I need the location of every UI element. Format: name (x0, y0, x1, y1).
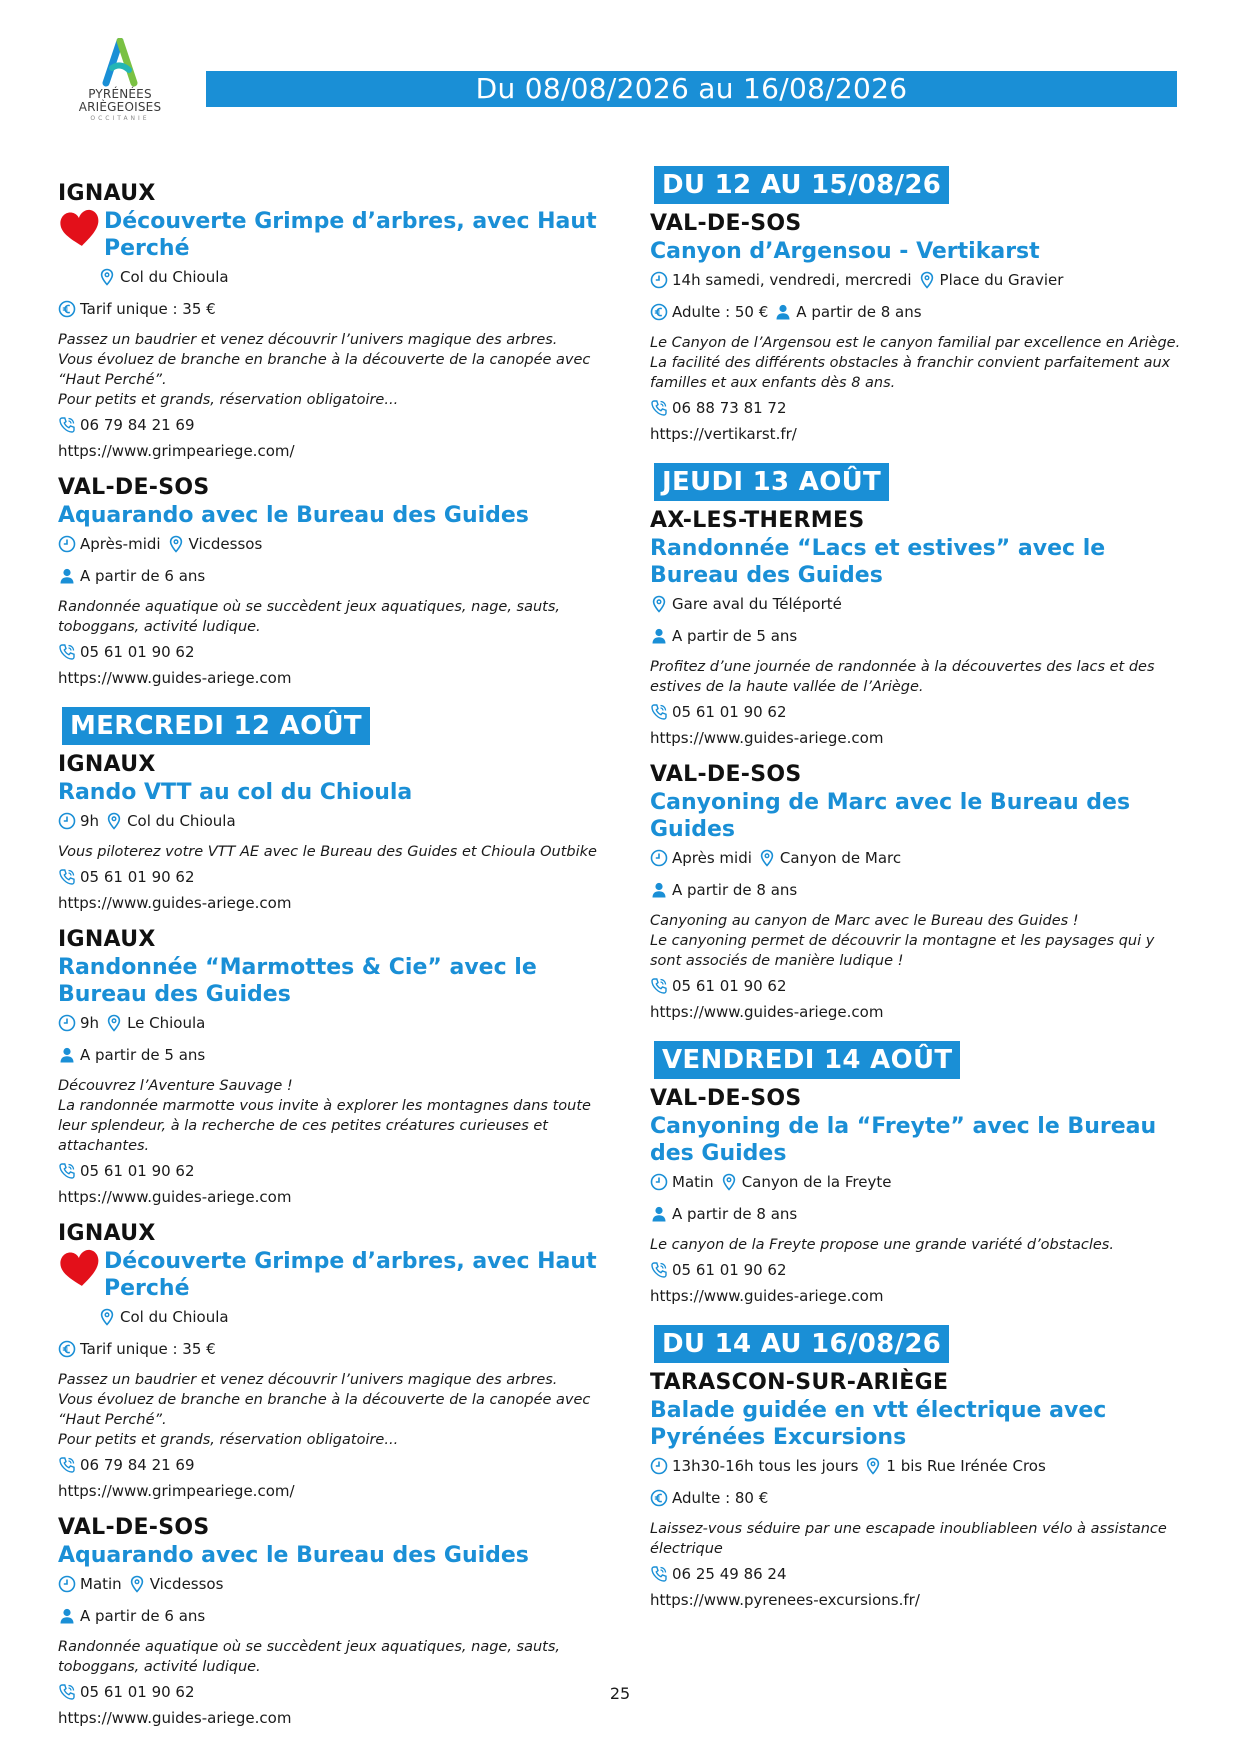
tourism-logo (68, 38, 172, 138)
event-title-text: Canyoning de la “Freyte” avec le Bureau des Guides (650, 1114, 1157, 1166)
day-heading-vendredi: VENDREDI 14 AOÛT (654, 1041, 960, 1079)
event-title[interactable] (650, 238, 1190, 265)
event-title[interactable] (58, 502, 618, 529)
event-phone[interactable] (650, 701, 1190, 723)
person-icon (650, 881, 668, 899)
clock-icon (650, 271, 668, 289)
event-price: Tarif unique : 35 € (80, 1340, 216, 1358)
event-title-text: Balade guidée en vtt électrique avec Pyrénées Excursions (650, 1398, 1107, 1450)
event-phone[interactable] (650, 1259, 1190, 1281)
event-town: VAL-DE-SOS (58, 1515, 210, 1540)
event-url-link[interactable]: https://www.guides-ariege.com (58, 669, 292, 687)
clock-icon (58, 812, 76, 830)
event-phone-number: 06 79 84 21 69 (80, 416, 195, 434)
event-description: Découvrez l’Aventure Sauvage ! La randonnée marmotte vous invite à explorer les montagnes dans toute leur splendeur, à la recherche de ces petites créatures curieuses et attachantes. (58, 1078, 591, 1154)
event-age: A partir de 8 ans (672, 881, 798, 899)
location-pin-icon (128, 1575, 146, 1593)
location-pin-icon (105, 1014, 123, 1032)
event-phone[interactable] (650, 975, 1190, 997)
event-place: Col du Chioula (120, 268, 229, 286)
phone-icon (650, 1261, 668, 1279)
event-description: Le Canyon de l’Argensou est le canyon familial par excellence en Ariège. La facilité des différents obstacles à franchir convient parfaitement aux familles et aux enfants dès 8 ans. (650, 335, 1181, 391)
location-pin-icon (864, 1457, 882, 1475)
event-title[interactable] (58, 779, 618, 806)
event-price-age (58, 565, 618, 587)
person-icon (650, 1205, 668, 1223)
day-heading-14-16: DU 14 AU 16/08/26 (654, 1325, 949, 1363)
phone-icon (58, 1456, 76, 1474)
day-heading-12-15: DU 12 AU 15/08/26 (654, 166, 949, 204)
event-place: Gare aval du Téléporté (672, 595, 842, 613)
day-heading-mercredi: MERCREDI 12 AOÛT (62, 707, 370, 745)
event-item (58, 180, 618, 462)
event-time-place (58, 810, 618, 832)
event-phone[interactable] (58, 1160, 618, 1182)
event-price-age (58, 298, 618, 320)
event-time-place (58, 1306, 618, 1328)
event-price-age (650, 879, 1190, 901)
event-title[interactable] (58, 954, 618, 1008)
event-place: Vicdessos (188, 535, 263, 553)
event-price-age (650, 1203, 1190, 1225)
event-url-link[interactable]: https://www.guides-ariege.com (58, 1709, 292, 1727)
event-town: IGNAUX (58, 927, 156, 952)
location-pin-icon (105, 812, 123, 830)
person-icon (650, 627, 668, 645)
event-price-age (650, 625, 1190, 647)
event-title[interactable] (58, 1248, 618, 1302)
event-url-link[interactable]: https://www.guides-ariege.com (650, 729, 884, 747)
event-time: 9h (80, 812, 100, 830)
event-phone[interactable] (58, 866, 618, 888)
event-price-age (58, 1338, 618, 1360)
logo-line-1: PYRÉNÉES (88, 87, 152, 101)
person-icon (58, 1046, 76, 1064)
event-place: Le Chioula (127, 1014, 206, 1032)
event-title-text: Rando VTT au col du Chioula (58, 780, 413, 805)
event-time-place (650, 593, 1190, 615)
event-time: Matin (672, 1173, 714, 1191)
page-number: 25 (609, 1684, 631, 1703)
event-age: A partir de 8 ans (672, 1205, 798, 1223)
clock-icon (650, 849, 668, 867)
event-time: Après midi (672, 849, 752, 867)
event-time: 13h30-16h tous les jours (672, 1457, 859, 1475)
euro-icon (58, 300, 76, 318)
euro-icon (650, 303, 668, 321)
event-item (58, 926, 618, 1208)
event-place: Col du Chioula (127, 812, 236, 830)
event-url-link[interactable]: https://www.grimpeariege.com/ (58, 1482, 295, 1500)
phone-icon (650, 977, 668, 995)
event-time-place (58, 1012, 618, 1034)
location-pin-icon (918, 271, 936, 289)
event-item (58, 1220, 618, 1502)
event-phone-number: 06 88 73 81 72 (672, 399, 787, 417)
event-description: Profitez d’une journée de randonnée à la découvertes des lacs et des estives de la haute vallée de l’Ariège. (650, 659, 1155, 695)
event-title[interactable] (650, 789, 1190, 843)
event-time-place (58, 266, 618, 288)
event-town: TARASCON-SUR-ARIÈGE (650, 1370, 949, 1395)
event-time: Matin (80, 1575, 122, 1593)
event-town: VAL-DE-SOS (650, 762, 802, 787)
event-time-place (650, 1171, 1190, 1193)
event-place: 1 bis Rue Irénée Cros (886, 1457, 1046, 1475)
event-time-place (58, 533, 618, 555)
event-town: VAL-DE-SOS (650, 211, 802, 236)
event-url-link[interactable]: https://vertikarst.fr/ (650, 425, 797, 443)
phone-icon (58, 416, 76, 434)
event-title-text: Canyoning de Marc avec le Bureau des Guides (650, 790, 1131, 842)
event-group-12-15 (650, 210, 1190, 445)
event-age: A partir de 5 ans (80, 1046, 206, 1064)
right-column (650, 166, 1190, 1623)
logo-mark-icon (98, 38, 142, 88)
person-icon (58, 1607, 76, 1625)
location-pin-icon (98, 1308, 116, 1326)
event-title-text: Aquarando avec le Bureau des Guides (58, 503, 529, 528)
event-phone[interactable] (650, 397, 1190, 419)
event-phone[interactable] (58, 414, 618, 436)
event-description: Passez un baudrier et venez découvrir l’univers magique des arbres. Vous évoluez de branche en branche à la découverte de la canopée avec “Haut Perché”. Pour petits et grands, réservation obligatoire... (58, 332, 591, 408)
event-title[interactable] (650, 1397, 1190, 1451)
location-pin-icon (720, 1173, 738, 1191)
event-time-place (650, 847, 1190, 869)
event-group-jeudi (650, 507, 1190, 1023)
event-description: Le canyon de la Freyte propose une grande variété d’obstacles. (650, 1237, 1114, 1253)
event-place: Place du Gravier (939, 271, 1064, 289)
event-phone[interactable] (58, 1454, 618, 1476)
event-phone-number: 05 61 01 90 62 (672, 977, 787, 995)
event-phone-number: 05 61 01 90 62 (80, 643, 195, 661)
event-town: VAL-DE-SOS (58, 475, 210, 500)
event-item (650, 1085, 1190, 1307)
event-phone-number: 05 61 01 90 62 (80, 1683, 195, 1701)
event-url-link[interactable]: https://www.guides-ariege.com (650, 1287, 884, 1305)
event-price-age (650, 301, 1190, 323)
event-title[interactable] (58, 1542, 618, 1569)
event-price-age (58, 1605, 618, 1627)
event-price-age (650, 1487, 1190, 1509)
event-town: AX-LES-THERMES (650, 508, 865, 533)
event-title-text: Découverte Grimpe d’arbres, avec Haut Perché (104, 1249, 597, 1301)
phone-icon (58, 643, 76, 661)
event-item (650, 1369, 1190, 1611)
location-pin-icon (758, 849, 776, 867)
phone-icon (650, 703, 668, 721)
event-time-place (650, 269, 1190, 291)
person-icon (58, 567, 76, 585)
location-pin-icon (98, 268, 116, 286)
event-phone-number: 05 61 01 90 62 (80, 868, 195, 886)
phone-icon (58, 1162, 76, 1180)
event-title[interactable] (58, 208, 618, 262)
event-group-14-16 (650, 1369, 1190, 1611)
event-place: Canyon de la Freyte (741, 1173, 892, 1191)
event-description: Canyoning au canyon de Marc avec le Bureau des Guides ! Le canyoning permet de découvrir la montagne et les paysages qui y sont associés de manière ludique ! (650, 913, 1155, 969)
event-age: A partir de 6 ans (80, 567, 206, 585)
event-time: 14h samedi, vendredi, mercredi (672, 271, 912, 289)
event-url-link[interactable]: https://www.grimpeariege.com/ (58, 442, 295, 460)
event-item (650, 507, 1190, 749)
event-age: A partir de 8 ans (796, 303, 922, 321)
event-town: VAL-DE-SOS (650, 1086, 802, 1111)
phone-icon (650, 399, 668, 417)
person-icon (774, 303, 792, 321)
event-title[interactable] (650, 1113, 1190, 1167)
event-title-text: Découverte Grimpe d’arbres, avec Haut Perché (104, 209, 597, 261)
event-place: Col du Chioula (120, 1308, 229, 1326)
euro-icon (650, 1489, 668, 1507)
favorite-heart-icon (58, 208, 102, 248)
event-phone[interactable] (650, 1563, 1190, 1585)
event-phone-number: 06 25 49 86 24 (672, 1565, 787, 1583)
event-title-text: Canyon d’Argensou - Vertikarst (650, 239, 1040, 264)
event-phone[interactable] (58, 641, 618, 663)
event-town: IGNAUX (58, 752, 156, 777)
phone-icon (58, 868, 76, 886)
event-url-link[interactable]: https://www.guides-ariege.com (58, 894, 292, 912)
event-town: IGNAUX (58, 181, 156, 206)
event-price: Adulte : 50 € (672, 303, 769, 321)
clock-icon (58, 535, 76, 553)
clock-icon (58, 1014, 76, 1032)
logo-line-2: ARIÈGEOISES (78, 100, 162, 114)
event-price-age (58, 1044, 618, 1066)
event-price: Tarif unique : 35 € (80, 300, 216, 318)
event-phone-number: 05 61 01 90 62 (672, 1261, 787, 1279)
event-time: Après-midi (80, 535, 161, 553)
event-description: Vous piloterez votre VTT AE avec le Bureau des Guides et Chioula Outbike (58, 844, 597, 860)
phone-icon (650, 1565, 668, 1583)
event-item (58, 474, 618, 689)
event-group-vendredi (650, 1085, 1190, 1307)
event-title-text: Randonnée “Marmottes & Cie” avec le Bureau des Guides (58, 955, 537, 1007)
favorite-heart-icon (58, 1248, 102, 1288)
event-phone-number: 05 61 01 90 62 (672, 703, 787, 721)
event-time-place (650, 1455, 1190, 1477)
event-time: 9h (80, 1014, 100, 1032)
event-url-link[interactable]: https://www.guides-ariege.com (650, 1003, 884, 1021)
event-title-text: Randonnée “Lacs et estives” avec le Bureau des Guides (650, 536, 1106, 588)
event-place: Vicdessos (149, 1575, 224, 1593)
clock-icon (650, 1457, 668, 1475)
event-phone-number: 06 79 84 21 69 (80, 1456, 195, 1474)
event-title[interactable] (650, 535, 1190, 589)
logo-line-3: OCCITANIE (90, 115, 150, 122)
event-item (650, 761, 1190, 1023)
clock-icon (650, 1173, 668, 1191)
event-phone-number: 05 61 01 90 62 (80, 1162, 195, 1180)
event-url-link[interactable]: https://www.pyrenees-excursions.fr/ (650, 1591, 920, 1609)
event-item (58, 751, 618, 914)
location-pin-icon (650, 595, 668, 613)
left-column (58, 180, 618, 1741)
euro-icon (58, 1340, 76, 1358)
event-age: A partir de 5 ans (672, 627, 798, 645)
event-town: IGNAUX (58, 1221, 156, 1246)
event-age: A partir de 6 ans (80, 1607, 206, 1625)
event-description: Randonnée aquatique où se succèdent jeux aquatiques, nage, sauts, toboggans, activité ludique. (58, 599, 561, 635)
date-range-banner: Du 08/08/2026 au 16/08/2026 (206, 71, 1177, 107)
event-group-intro (58, 180, 618, 689)
clock-icon (58, 1575, 76, 1593)
event-description: Passez un baudrier et venez découvrir l’univers magique des arbres. Vous évoluez de branche en branche à la découverte de la canopée avec “Haut Perché”. Pour petits et grands, réservation obligatoire... (58, 1372, 591, 1448)
event-time-place (58, 1573, 618, 1595)
event-price: Adulte : 80 € (672, 1489, 769, 1507)
event-item (650, 210, 1190, 445)
event-place: Canyon de Marc (779, 849, 902, 867)
day-heading-jeudi: JEUDI 13 AOÛT (654, 463, 889, 501)
event-group-mercredi (58, 751, 618, 1729)
event-description: Randonnée aquatique où se succèdent jeux aquatiques, nage, sauts, toboggans, activité ludique. (58, 1639, 561, 1675)
event-description: Laissez-vous séduire par une escapade inoubliableen vélo à assistance électrique (650, 1521, 1167, 1557)
event-url-link[interactable]: https://www.guides-ariege.com (58, 1188, 292, 1206)
event-title-text: Aquarando avec le Bureau des Guides (58, 1543, 529, 1568)
location-pin-icon (167, 535, 185, 553)
